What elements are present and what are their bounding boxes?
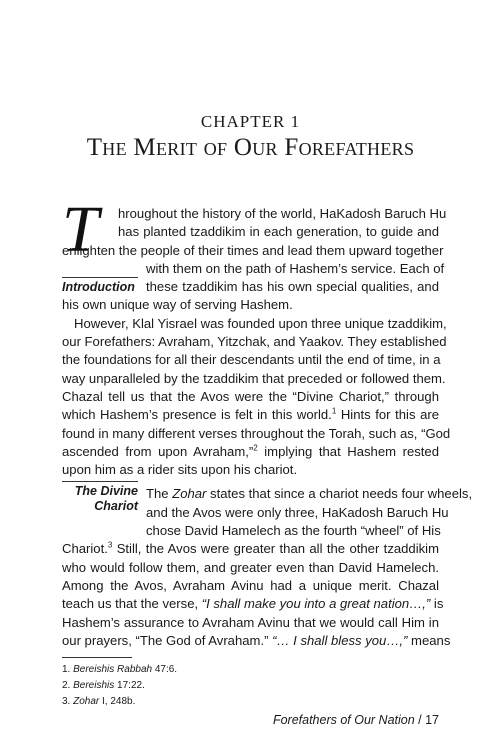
paragraph-avos: [62, 315, 451, 480]
text-line: [62, 443, 439, 461]
chapter-number: CHAPTER 1: [200, 112, 301, 131]
book-title: Forefathers: [272, 713, 341, 727]
text-span: teach us that the verse,: [62, 596, 202, 612]
text-span: Still, the Avos were greater than all the other tzaddikim: [112, 541, 439, 557]
paragraph-intro: [62, 193, 447, 315]
text-line: Hashem’s assurance to Avraham Avinu that we would call Him in: [62, 614, 439, 630]
sidehead-label-line1: The Divine: [74, 484, 138, 499]
sidehead-divine-chariot: [62, 481, 138, 514]
text-line: Among the Avos, Avraham Avinu had a unique merit. Chazal: [62, 577, 439, 593]
paragraph-divine-chariot: [62, 484, 473, 650]
footnotes: [62, 662, 177, 710]
footnote-number: 3.: [62, 696, 74, 707]
text-span: means: [407, 632, 451, 648]
footnote-number: 1.: [62, 664, 74, 675]
footnote-item: [62, 662, 177, 678]
text-line: [62, 595, 444, 613]
text-span: “… I shall bless you…,”: [272, 632, 408, 648]
text-line: [62, 540, 439, 558]
text-span: which Hashem’s presence is felt in this world.: [62, 407, 332, 423]
footnote-ref-text: 47:6.: [152, 664, 178, 675]
sidehead-label-line2: Chariot: [94, 499, 138, 514]
text-span: “I shall make you into a great nation…,”: [201, 596, 431, 612]
text-line: upon him as a rider sits upon his chariot.: [62, 462, 298, 478]
text-span: Hints for this are: [336, 407, 440, 423]
text-line: who would follow them, and greater even than David Hamelech.: [62, 559, 439, 575]
footnote-ref-text: 17:22.: [114, 680, 145, 691]
book-page: [62, 0, 473, 750]
text-line: our Forefathers: Avraham, Yitzchak, and Yaakov. They established: [62, 334, 447, 350]
text-span: states that since a chariot needs four wheels,: [206, 486, 473, 502]
text-line: the foundations for all their descendants until the end of time, in a: [62, 352, 441, 368]
sidehead-label: Introduction: [62, 280, 135, 294]
footnote-ref: 1: [331, 406, 337, 416]
text-line: Chazal tell us that the Avos were the “Divine Chariot,” through: [62, 388, 439, 404]
text-span: our prayers, “The God of Avraham.”: [62, 632, 273, 648]
running-footer: [273, 713, 439, 727]
text-line: [62, 406, 439, 424]
sidehead-rule: [62, 481, 138, 482]
body-text: [62, 193, 473, 650]
sidehead-rule: [62, 277, 138, 278]
text-line: way unparalleled by the tzaddikim that preceded or followed them.: [62, 370, 446, 386]
text-line: enlighten the people of their times and lead them upward together: [62, 242, 444, 258]
footnote-ref: 2: [253, 443, 258, 453]
footer-separator: /: [414, 713, 426, 727]
text-line: has planted tzaddikim in each generation, to guide and: [118, 224, 439, 240]
footnote-item: [62, 694, 177, 710]
text-line: with them on the path of Hashem’s service. Each of: [146, 260, 445, 276]
text-line: chose David Hamelech as the fourth “wheel” of His: [146, 523, 441, 539]
footnote-rule: [62, 657, 132, 658]
text-line: these tzaddikim has his own special qualities, and: [146, 279, 439, 295]
footnote-item: [62, 678, 177, 694]
text-span: ascended from upon Avraham,”: [62, 443, 254, 459]
text-line: hroughout the history of the world, HaKadosh Baruch Hu: [118, 206, 447, 221]
page-number: 17: [425, 713, 439, 727]
footnote-number: 2.: [62, 680, 74, 691]
text-line: his own unique way of serving Hashem.: [62, 297, 293, 313]
text-span: Zohar: [172, 486, 207, 502]
text-line: [62, 632, 451, 650]
chapter-title: The Merit of Our Forefathers: [86, 134, 415, 161]
text-line: However, Klal Yisrael was founded upon three unique tzaddikim,: [74, 315, 447, 331]
sidehead-introduction: [62, 277, 138, 295]
text-span: implying that Hashem rested: [257, 443, 439, 459]
drop-cap: T: [62, 193, 99, 266]
text-line: and the Avos were only three, HaKadosh Baruch Hu: [146, 504, 449, 520]
text-span: The: [146, 486, 173, 502]
text-span: is: [430, 596, 444, 612]
book-title-em: of Our Nation: [340, 713, 415, 727]
footnote-source: Zohar: [73, 696, 100, 707]
footnote-source: Bereishis Rabbah: [73, 664, 153, 675]
text-line: found in many different verses throughout the Torah, such as, “God: [62, 425, 451, 441]
text-span: Chariot.: [62, 541, 108, 557]
footnote-source: Bereishis: [73, 680, 115, 691]
footnote-ref-text: I, 248b.: [99, 696, 136, 707]
footnote-ref: 3: [107, 540, 113, 550]
